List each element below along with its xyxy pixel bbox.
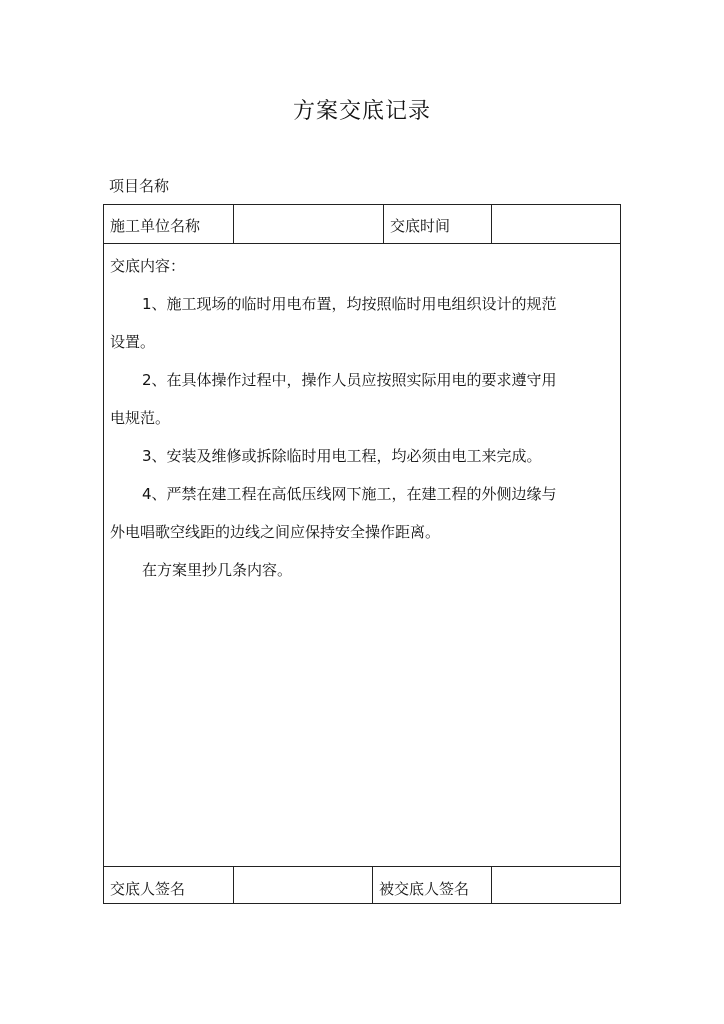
footer-divider-2	[372, 866, 373, 904]
discloser-signature-field[interactable]	[240, 878, 366, 898]
header-divider-3	[491, 205, 492, 243]
footer-divider-1	[233, 866, 234, 904]
content-heading: 交底内容：	[110, 257, 186, 275]
content-line: 1、施工现场的临时用电布置，均按照临时用电组织设计的规范	[142, 295, 557, 313]
construction-unit-field[interactable]	[240, 215, 378, 235]
construction-unit-label: 施工单位名称	[110, 217, 201, 235]
project-name-label: 项目名称	[109, 177, 170, 195]
header-divider-2	[383, 205, 384, 243]
discloser-signature-label: 交底人签名	[110, 880, 186, 898]
content-line: 电规范。	[110, 409, 171, 427]
footer-row-divider	[104, 866, 620, 867]
disclosure-time-label: 交底时间	[390, 217, 451, 235]
document-title: 方案交底记录	[292, 99, 431, 124]
footer-divider-3	[491, 866, 492, 904]
receiver-signature-label: 被交底人签名	[379, 880, 470, 898]
content-line: 外电唱歌空线距的边线之间应保持安全操作距离。	[110, 523, 441, 541]
header-divider-1	[233, 205, 234, 243]
content-line: 2、在具体操作过程中，操作人员应按照实际用电的要求遵守用	[142, 371, 557, 389]
receiver-signature-field[interactable]	[498, 878, 616, 898]
disclosure-form-table	[103, 204, 621, 904]
disclosure-time-field[interactable]	[498, 215, 616, 235]
content-line: 设置。	[110, 333, 156, 351]
content-line: 在方案里抄几条内容。	[142, 561, 293, 579]
header-row-divider	[104, 243, 620, 244]
content-line: 4、严禁在建工程在高低压线网下施工，在建工程的外侧边缘与	[142, 485, 557, 503]
content-line: 3、安装及维修或拆除临时用电工程，均必须由电工来完成。	[142, 447, 542, 465]
